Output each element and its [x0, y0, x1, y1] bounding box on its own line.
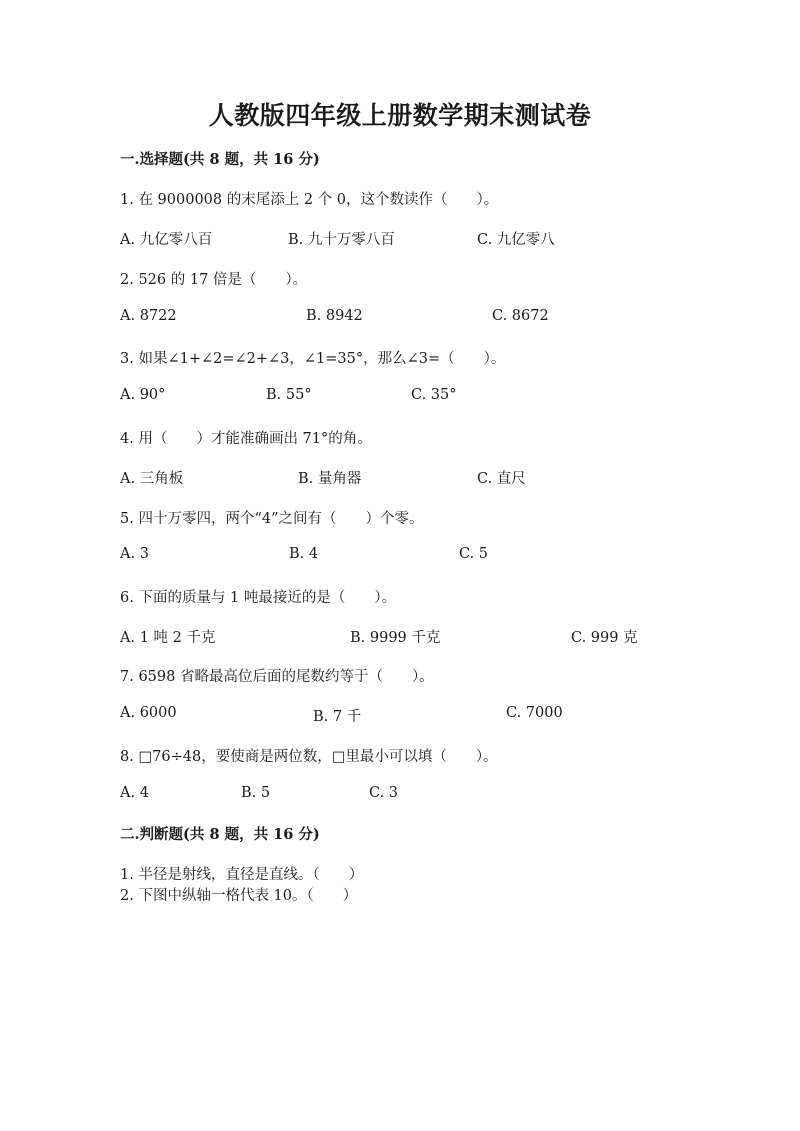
page-title: 人教版四年级上册数学期末测试卷	[208, 101, 592, 130]
section-heading-judgement: 二.判断题(共 8 题，共 16 分)	[120, 826, 320, 843]
judgement-question-2: 2. 下图中纵轴一格代表 10。（ ）	[120, 888, 358, 904]
question-8: 8. □76÷48，要使商是两位数，□里最小可以填（ ）。	[120, 749, 498, 765]
q7-option-c: C. 7000	[506, 705, 563, 721]
question-2: 2. 526 的 17 倍是（ ）。	[120, 272, 308, 288]
question-5: 5. 四十万零四，两个“4”之间有（ ）个零。	[120, 511, 424, 527]
q1-option-b: B. 九十万零八百	[288, 232, 395, 248]
q5-option-c: C. 5	[459, 546, 489, 562]
question-3: 3. 如果∠1+∠2=∠2+∠3，∠1=35°，那么∠3=（ ）。	[120, 351, 506, 367]
q1-option-a: A. 九亿零八百	[120, 232, 213, 248]
q4-option-a: A. 三角板	[120, 471, 184, 487]
judgement-question-1: 1. 半径是射线，直径是直线。（ ）	[120, 867, 364, 883]
q5-option-a: A. 3	[120, 546, 149, 562]
q3-option-a: A. 90°	[120, 387, 166, 403]
question-7: 7. 6598 省略最高位后面的尾数约等于（ ）。	[120, 669, 434, 685]
q1-option-c: C. 九亿零八	[477, 232, 555, 248]
question-4: 4. 用（ ）才能准确画出 71°的角。	[120, 431, 372, 447]
q5-option-b: B. 4	[289, 546, 319, 562]
q3-option-c: C. 35°	[411, 387, 457, 403]
q6-option-b: B. 9999 千克	[350, 630, 441, 646]
q2-option-b: B. 8942	[306, 308, 363, 324]
question-1: 1. 在 9000008 的末尾添上 2 个 0，这个数读作（ ）。	[120, 192, 499, 208]
q8-option-c: C. 3	[369, 785, 399, 801]
section-heading-choice: 一.选择题(共 8 题，共 16 分)	[120, 151, 320, 168]
q2-option-a: A. 8722	[120, 308, 177, 324]
q4-option-b: B. 量角器	[298, 471, 362, 487]
question-6: 6. 下面的质量与 1 吨最接近的是（ ）。	[120, 590, 397, 606]
q2-option-c: C. 8672	[492, 308, 549, 324]
q7-option-a: A. 6000	[120, 705, 177, 721]
q8-option-a: A. 4	[120, 785, 149, 801]
q6-option-c: C. 999 克	[571, 630, 638, 646]
q6-option-a: A. 1 吨 2 千克	[120, 630, 216, 646]
q3-option-b: B. 55°	[266, 387, 312, 403]
q8-option-b: B. 5	[241, 785, 271, 801]
q7-option-b: B. 7 千	[313, 709, 362, 725]
q4-option-c: C. 直尺	[477, 471, 526, 487]
